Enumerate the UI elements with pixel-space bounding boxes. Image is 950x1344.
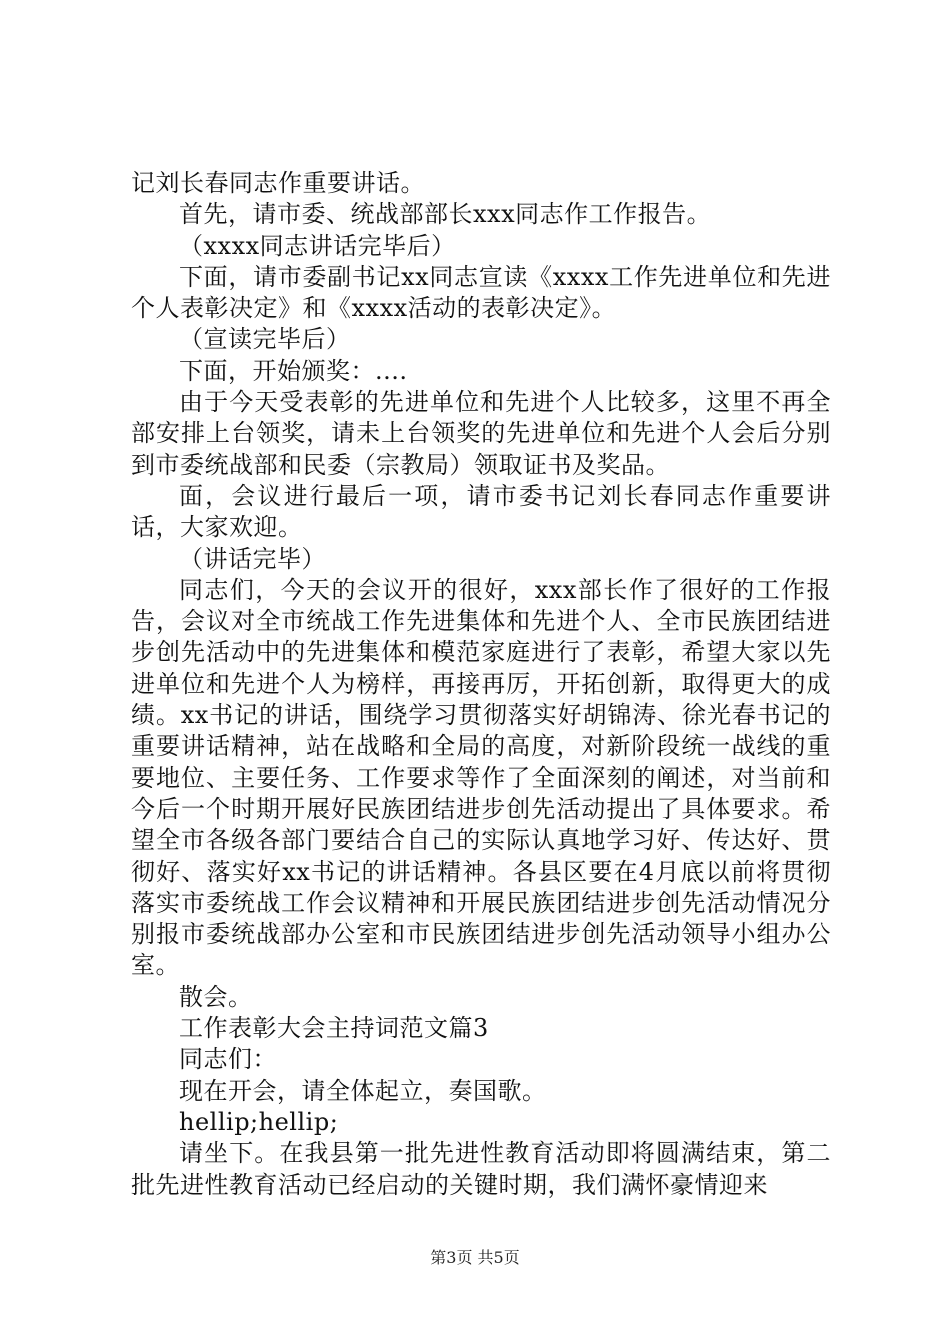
paragraph: 现在开会，请全体起立，奏国歌。 <box>179 1076 547 1105</box>
paragraph: （讲话完毕） <box>179 544 326 573</box>
paragraph: 请坐下。在我县第一批先进性教育活动即将圆满结束，第二批先进性教育活动已经启动的关键时期，我们满怀豪情迎来 <box>131 1139 831 1199</box>
paragraph: hellip;hellip; <box>179 1107 339 1136</box>
paragraph: 同志们，今天的会议开的很好，xxx部长作了很好的工作报告，会议对全市统战工作先进集体和先进个人、全市民族团结进步创先活动中的先进集体和模范家庭进行了表彰，希望大家以先进单位和先进个人为榜样，再接再厉，开拓创新，取得更大的成绩。xx书记的讲话，围绕学习贯彻落实好胡锦涛、徐光春书记的重要讲话精神，站在战略和全局的高度，对新阶段统一战线的重要地位、主要任务、工作要求等作了全面深刻的阐述，对当前和今后一个时期开展好民族团结进步创先活动提出了具体要求。希望全市各级各部门要结合自己的实际认真地学习好、传达好、贯彻好、落实好xx书记的讲话精神。各县区要在4月底以前将贯彻落实市委统战工作会议精神和开展民族团结进步创先活动情况分别报市委统战部办公室和市民族团结进步创先活动领导小组办公室。 <box>131 575 831 980</box>
paragraph: 由于今天受表彰的先进单位和先进个人比较多，这里不再全部安排上台领奖，请未上台领奖的先进单位和先进个人会后分别到市委统战部和民委（宗教局）领取证书及奖品。 <box>131 388 831 479</box>
paragraph: 记刘长春同志作重要讲话。 <box>131 169 425 197</box>
paragraph: 面，会议进行最后一项，请市委书记刘长春同志作重要讲话，大家欢迎。 <box>131 481 831 542</box>
paragraph: 首先，请市委、统战部部长xxx同志作工作报告。 <box>179 200 712 229</box>
section-heading: 工作表彰大会主持词范文篇3 <box>179 1014 489 1043</box>
paragraph: （xxxx同志讲话完毕后） <box>179 231 456 260</box>
paragraph: 同志们： <box>179 1045 277 1074</box>
paragraph: 散会。 <box>179 982 253 1011</box>
paragraph: 下面，开始颁奖：.... <box>179 356 408 385</box>
paragraph: （宣读完毕后） <box>179 325 351 354</box>
document-body <box>131 168 831 1201</box>
page-number-footer: 第3页 共5页 <box>430 1248 520 1267</box>
paragraph: 下面，请市委副书记xx同志宣读《xxxx工作先进单位和先进个人表彰决定》和《xxxx活动的表彰决定》。 <box>131 262 831 323</box>
